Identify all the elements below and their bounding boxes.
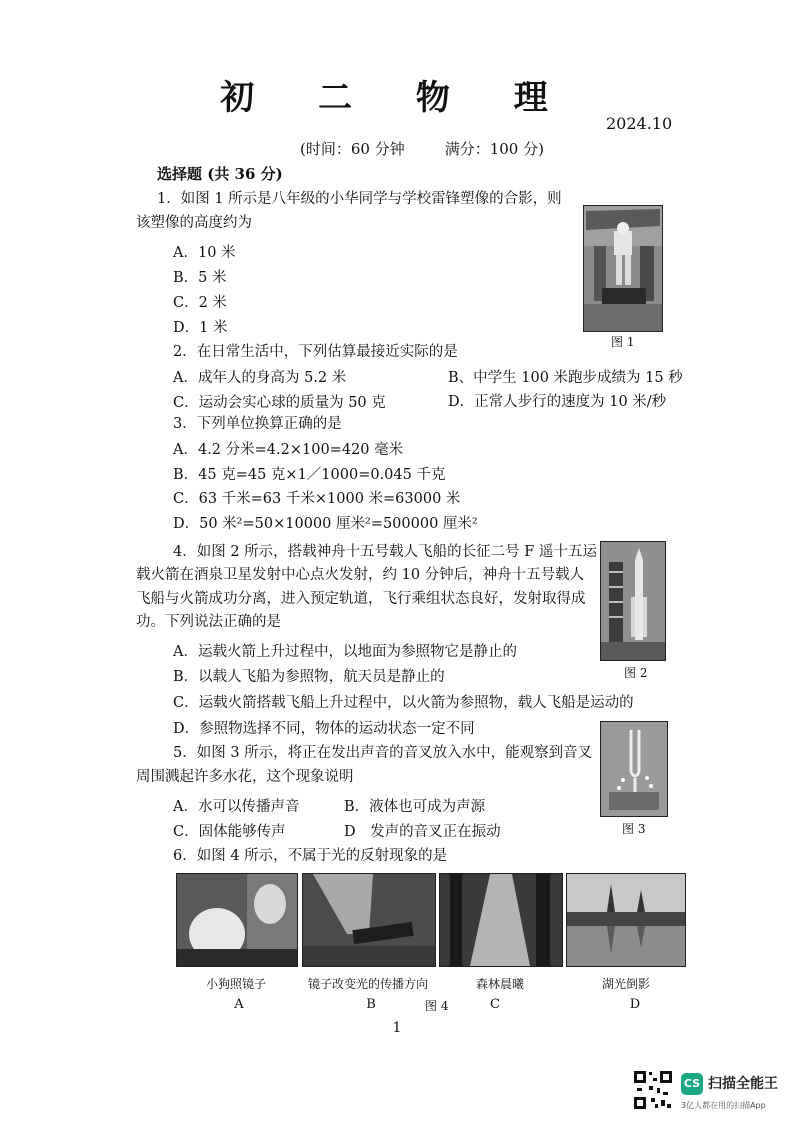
figure-3-caption: 图 3	[622, 822, 646, 836]
photo-c-forest-sunbeams	[439, 873, 563, 967]
q4-stem-line2: 载火箭在酒泉卫星发射中心点火发射，约 10 分钟后，神舟十五号载人	[136, 567, 585, 583]
photo-a-letter: A	[234, 997, 244, 1012]
figure-2-rocket-photo	[600, 541, 666, 661]
q3-option-a: A．4.2 分米=4.2×100=420 毫米	[173, 442, 404, 458]
q4-option-b: B．以载人飞船为参照物，航天员是静止的	[173, 669, 445, 685]
photo-b-letter: B	[366, 997, 376, 1012]
section-heading: 选择题 (共 36 分)	[157, 165, 283, 183]
q1-option-d: D．1 米	[173, 320, 228, 336]
q2-option-a: A．成年人的身高为 5.2 米	[173, 370, 347, 386]
q1-option-c: C．2 米	[173, 295, 227, 311]
q2-option-d: D．正常人步行的速度为 10 米/秒	[448, 394, 667, 410]
q1-option-b: B．5 米	[173, 270, 227, 286]
q5-stem-line2: 周围溅起许多水花，这个现象说明	[136, 769, 354, 785]
q5-option-d: D 发声的音叉正在振动	[344, 824, 501, 840]
photo-d-letter: D	[629, 997, 641, 1012]
photo-d-lake-reflection	[566, 873, 686, 967]
q3-option-b: B．45 克=45 克×1／1000=0.045 千克	[173, 467, 446, 483]
scanner-logo-icon: CS	[681, 1073, 703, 1095]
figure-4-caption: 图 4	[425, 999, 449, 1013]
qr-code-icon	[633, 1070, 673, 1110]
q1-option-a: A．10 米	[173, 245, 236, 261]
q4-option-a: A．运载火箭上升过程中，以地面为参照物它是静止的	[173, 644, 517, 660]
q2-option-c: C．运动会实心球的质量为 50 克	[173, 395, 386, 411]
figure-1-caption: 图 1	[611, 335, 635, 349]
photo-d-caption: 湖光倒影	[601, 977, 650, 991]
q5-option-b: B．液体也可成为声源	[344, 799, 486, 815]
exam-meta	[300, 138, 584, 159]
q5-option-a: A．水可以传播声音	[173, 799, 300, 815]
q5-option-c: C．固体能够传声	[173, 824, 286, 840]
figure-1-statue-photo	[583, 205, 663, 332]
q3-stem: 3．下列单位换算正确的是	[173, 416, 342, 432]
q4-option-c: C．运载火箭搭载飞船上升过程中，以火箭为参照物，载人飞船是运动的	[173, 695, 634, 711]
q1-stem-line1: 1．如图 1 所示是八年级的小华同学与学校雷锋塑像的合影，则	[157, 191, 562, 207]
q3-option-c: C．63 千米=63 千米×1000 米=63000 米	[173, 491, 461, 507]
q4-stem-line3: 飞船与火箭成功分离，进入预定轨道，飞行乘组状态良好，发射取得成	[136, 591, 586, 607]
q6-stem: 6．如图 4 所示，不属于光的反射现象的是	[173, 848, 448, 864]
exam-date: 2024.10	[606, 114, 673, 133]
scanner-app-name: 扫描全能王	[708, 1076, 778, 1092]
photo-c-letter: C	[490, 997, 500, 1012]
q1-stem-line2: 该塑像的高度约为	[136, 215, 252, 231]
q3-option-d: D．50 米²=50×10000 厘米²=500000 厘米²	[173, 516, 478, 532]
q4-option-d: D．参照物选择不同，物体的运动状态一定不同	[173, 721, 475, 737]
photo-b-mirror-light	[302, 873, 436, 967]
photo-a-dog-mirror	[176, 873, 298, 967]
exam-score: 满分：100 分)	[444, 140, 544, 158]
figure-2-caption: 图 2	[624, 666, 648, 680]
q5-stem-line1: 5．如图 3 所示，将正在发出声音的音叉放入水中，能观察到音叉	[173, 745, 593, 761]
q2-stem: 2．在日常生活中，下列估算最接近实际的是	[173, 344, 458, 360]
q4-stem-line1: 4．如图 2 所示，搭载神舟十五号载人飞船的长征二号 F 遥十五运	[173, 544, 597, 560]
photo-b-caption: 镜子改变光的传播方向	[307, 977, 428, 991]
page-title: 初 二 物 理	[220, 78, 574, 118]
scanner-tagline: 3亿人都在用的扫描App	[681, 1101, 766, 1110]
photo-c-caption: 森林晨曦	[475, 977, 524, 991]
figure-3-tuning-fork-photo	[600, 721, 668, 817]
page-number: 1	[392, 1020, 402, 1036]
exam-time: (时间：60 分钟	[300, 140, 405, 158]
photo-a-caption: 小狗照镜子	[205, 977, 266, 991]
q2-option-b: B、中学生 100 米跑步成绩为 15 秒	[448, 370, 683, 386]
q4-stem-line4: 功。下列说法正确的是	[136, 614, 281, 630]
